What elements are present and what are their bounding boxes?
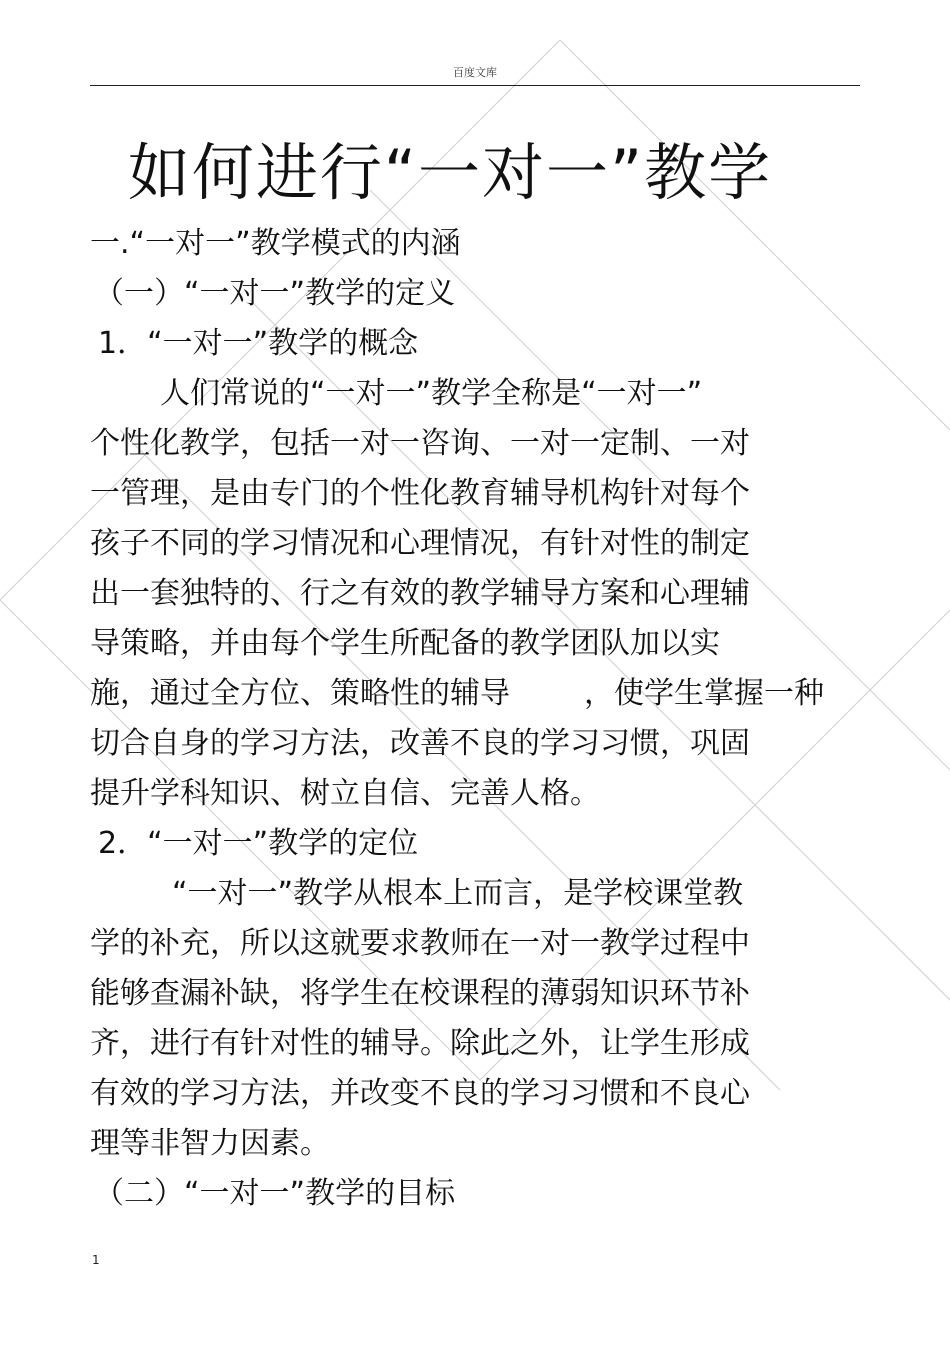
document-source-header: 百度文库: [453, 66, 497, 79]
paragraph-line: 导策略，并由每个学生所配备的教学团队加以实: [90, 626, 720, 661]
subsection-heading-2: （二）“一对一”教学的目标: [94, 1176, 456, 1211]
paragraph-line: 人们常说的“一对一”教学全称是“一对一”: [160, 376, 703, 411]
paragraph-line: 个性化教学，包括一对一咨询、一对一定制、一对: [90, 426, 750, 461]
item-heading-2: 2．“一对一”教学的定位: [98, 826, 419, 861]
paragraph-line: 齐，进行有针对性的辅导。除此之外，让学生形成: [90, 1026, 750, 1061]
item-heading-1: 1．“一对一”教学的概念: [98, 326, 419, 361]
paragraph-line-fragment: ，使学生掌握一种: [584, 676, 824, 711]
paragraph-line: “一对一”教学从根本上而言，是学校课堂教: [172, 876, 744, 911]
paragraph-line: 有效的学习方法，并改变不良的学习习惯和不良心: [90, 1076, 750, 1111]
paragraph-line: 切合自身的学习方法，改善不良的学习习惯，巩固: [90, 726, 750, 761]
subsection-heading-1: （一）“一对一”教学的定义: [94, 276, 456, 311]
paragraph-line: 孩子不同的学习情况和心理情况，有针对性的制定: [90, 526, 750, 561]
paragraph-line: 施，通过全方位、策略性的辅导: [90, 676, 510, 711]
paragraph-line: 出一套独特的、行之有效的教学辅导方案和心理辅: [90, 576, 750, 611]
paragraph-line: 理等非智力因素。: [90, 1126, 330, 1161]
document-title: 如何进行“一对一”教学: [127, 136, 773, 209]
paragraph-line: 能够查漏补缺，将学生在校课程的薄弱知识环节补: [90, 976, 750, 1011]
paragraph-line: 提升学科知识、树立自信、完善人格。: [90, 776, 600, 811]
page-number: 1: [92, 1253, 100, 1267]
section-heading-1: 一.“一对一”教学模式的内涵: [90, 226, 461, 261]
header-divider: [90, 85, 860, 86]
paragraph-line: 学的补充，所以这就要求教师在一对一教学过程中: [90, 926, 750, 961]
paragraph-line: 一管理，是由专门的个性化教育辅导机构针对每个: [90, 476, 750, 511]
